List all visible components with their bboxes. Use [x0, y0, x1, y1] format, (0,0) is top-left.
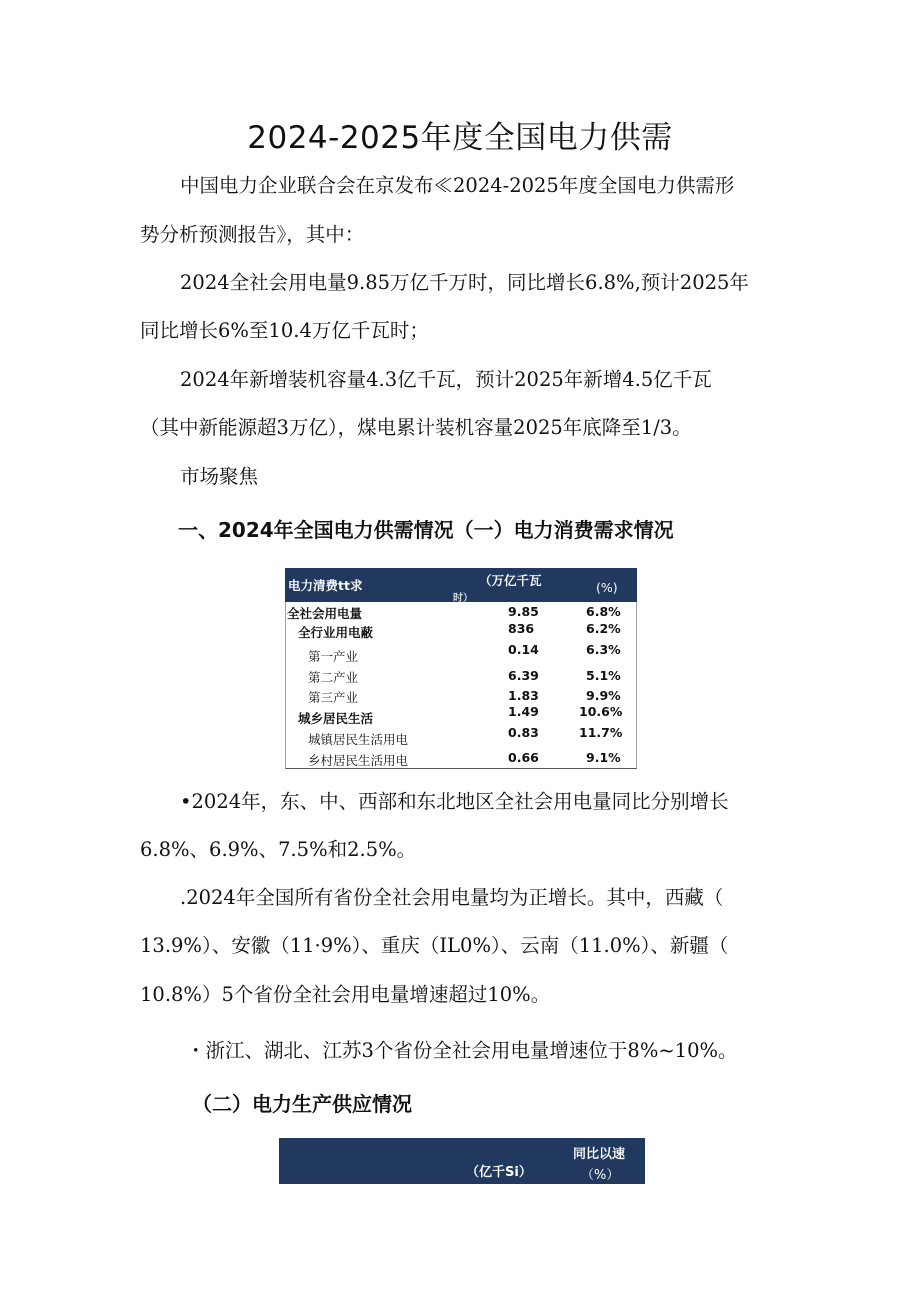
row-label: 第三产业 — [308, 690, 359, 705]
header-pct: (%) — [596, 580, 618, 595]
row-value: 6.39 — [508, 667, 539, 683]
header-unit: （万亿千瓦 — [479, 573, 542, 588]
row-pct: 10.6% — [579, 703, 623, 719]
row-value: 1.49 — [508, 703, 539, 719]
row-pct: 11.7% — [579, 725, 623, 740]
row-value: 836 — [508, 620, 535, 636]
paragraph-intro-line1: 中国电力企业联合会在京发布≪2024-2025年度全国电力供需形 — [180, 174, 735, 197]
table-row — [286, 602, 636, 623]
row-value: 0.14 — [508, 642, 539, 657]
row-label: 城乡居民生活 — [298, 710, 374, 726]
row-pct: 6.3% — [586, 642, 621, 657]
table-row — [286, 643, 636, 664]
header-category: 电力清费tt求 — [288, 578, 363, 593]
table-row — [286, 664, 636, 685]
bullet-provinces-line3: 10.8%）5个省份全社会用电量增速超过10%。 — [140, 983, 551, 1006]
bullet-zhejiang: ・浙江、湖北、江苏3个省份全社会用电量增速位于8%~10%。 — [186, 1039, 738, 1062]
table-row — [286, 705, 636, 726]
row-label: 城镇居民生活用电 — [308, 732, 409, 747]
bullet-provinces-line1: .2024年全国所有省份全社会用电量均为正增长。其中，西藏（ — [180, 886, 724, 909]
consumption-table — [285, 568, 637, 769]
supply-table-header — [279, 1138, 645, 1184]
row-pct: 6.2% — [586, 620, 621, 636]
row-value: 0.83 — [508, 725, 539, 740]
paragraph-capacity-line1: 2024年新增装机容量4.3亿千瓦，预计2025年新增4.5亿千瓦 — [180, 368, 712, 391]
row-value: 0.66 — [508, 749, 539, 765]
row-pct: 9.1% — [586, 749, 621, 765]
header-growth-pct: （%） — [581, 1168, 620, 1183]
paragraph-intro-line2: 势分析预测报告》，其中： — [140, 223, 365, 246]
consumption-table-body — [285, 602, 637, 769]
row-label: 第二产业 — [308, 669, 359, 685]
paragraph-capacity-line2: （其中新能源超3万亿），煤电累计装机容量2025年底降至1/3。 — [140, 416, 692, 439]
paragraph-consumption-line1: 2024全社会用电量9.85万亿千万时，同比增长6.8%,预计2025年 — [180, 271, 749, 294]
header-unit-cont: 时） — [453, 593, 473, 604]
consumption-table-header — [285, 568, 637, 602]
header-unit: （亿千Si） — [466, 1165, 532, 1180]
table-row — [286, 684, 636, 705]
table-row — [286, 746, 636, 768]
section-heading-2: （二）电力生产供应情况 — [192, 1092, 412, 1116]
header-growth: 同比以速 — [573, 1147, 626, 1162]
row-pct: 9.9% — [586, 688, 621, 703]
bullet-regions-line2: 6.8%、6.9%、7.5%和2.5%。 — [140, 838, 417, 861]
document-title: 2024-2025年度全国电力供需 — [247, 120, 673, 156]
row-pct: 6.8% — [586, 604, 621, 619]
paragraph-market-focus: 市场聚焦 — [180, 465, 259, 488]
row-label: 全社会用电量 — [287, 606, 363, 621]
row-label: 全行业用电蔽 — [298, 624, 374, 640]
table-row — [286, 725, 636, 746]
bullet-regions-line1: •2024年，东、中、西部和东北地区全社会用电量同比分别增长 — [180, 790, 729, 813]
row-pct: 5.1% — [586, 667, 621, 683]
row-value: 9.85 — [508, 604, 539, 619]
row-label: 乡村居民生活用电 — [308, 752, 409, 768]
row-label: 第一产业 — [308, 649, 359, 664]
bullet-provinces-line2: 13.9%）、安徽（11·9%）、重庆（IL0%）、云南（11.0%）、新疆（ — [140, 934, 729, 957]
section-heading-1: 一、2024年全国电力供需情况（一）电力消费需求情况 — [178, 518, 674, 542]
table-row — [286, 620, 636, 644]
row-value: 1.83 — [508, 688, 539, 703]
paragraph-consumption-line2: 同比增长6%至10.4万亿千瓦时； — [140, 319, 429, 342]
